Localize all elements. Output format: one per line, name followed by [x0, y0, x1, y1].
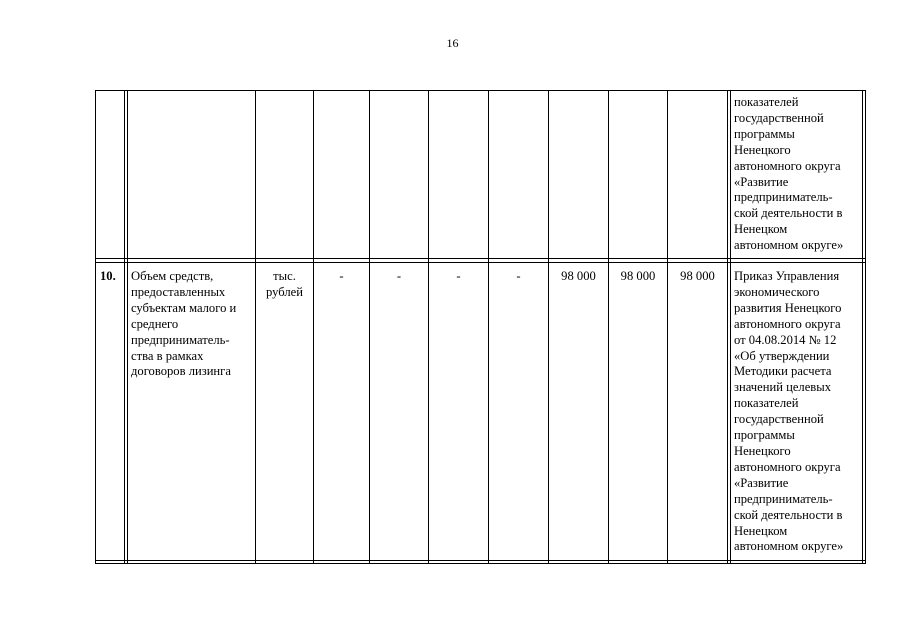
table-cell-document: Приказ Управления экономического развития Ненецкого автономного округа от 04.08.2014 № 12 «Об утверждении Методики расчета значений целевых показателей государственной программы Ненецкого автономного округа «Развитие предприниматель- ской деятельности в Ненецком автономном округе»	[734, 269, 844, 554]
table-cell-value: 98 000	[620, 269, 656, 283]
row-divider	[95, 262, 866, 263]
table-cell-value: -	[516, 269, 521, 283]
column-border	[369, 90, 370, 564]
column-border	[862, 90, 863, 564]
column-border	[255, 90, 256, 564]
column-border	[313, 90, 314, 564]
table-top-border	[95, 90, 866, 91]
table-cell-document-continued: показателей государственной программы Ненецкого автономного округа «Развитие предприниматель- ской деятельности в Ненецком автономном округе»	[734, 95, 844, 253]
column-border	[667, 90, 668, 564]
column-border	[95, 90, 96, 564]
column-border	[124, 90, 125, 564]
column-border	[488, 90, 489, 564]
table-cell-value: 98 000	[680, 269, 715, 283]
table-cell-indicator: Объем средств, предоставленных субъектам малого и среднего предприниматель- ства в рамках договоров лизинга	[131, 269, 237, 379]
table-cell-unit: тыс. рублей	[266, 269, 303, 299]
column-border	[127, 90, 128, 564]
page-number: 16	[446, 36, 459, 50]
column-border	[548, 90, 549, 564]
table-cell-value: -	[456, 269, 461, 283]
row-divider	[95, 258, 866, 259]
table-bottom-border	[95, 563, 866, 564]
table-bottom-border	[95, 560, 866, 561]
column-border	[428, 90, 429, 564]
table-cell-row-number: 10.	[100, 269, 116, 283]
table-cell-value: 98 000	[561, 269, 596, 283]
column-border	[730, 90, 731, 564]
table-cell-value: -	[339, 269, 344, 283]
table-cell-value: -	[396, 269, 402, 283]
column-border	[727, 90, 728, 564]
column-border	[608, 90, 609, 564]
column-border	[865, 90, 866, 564]
